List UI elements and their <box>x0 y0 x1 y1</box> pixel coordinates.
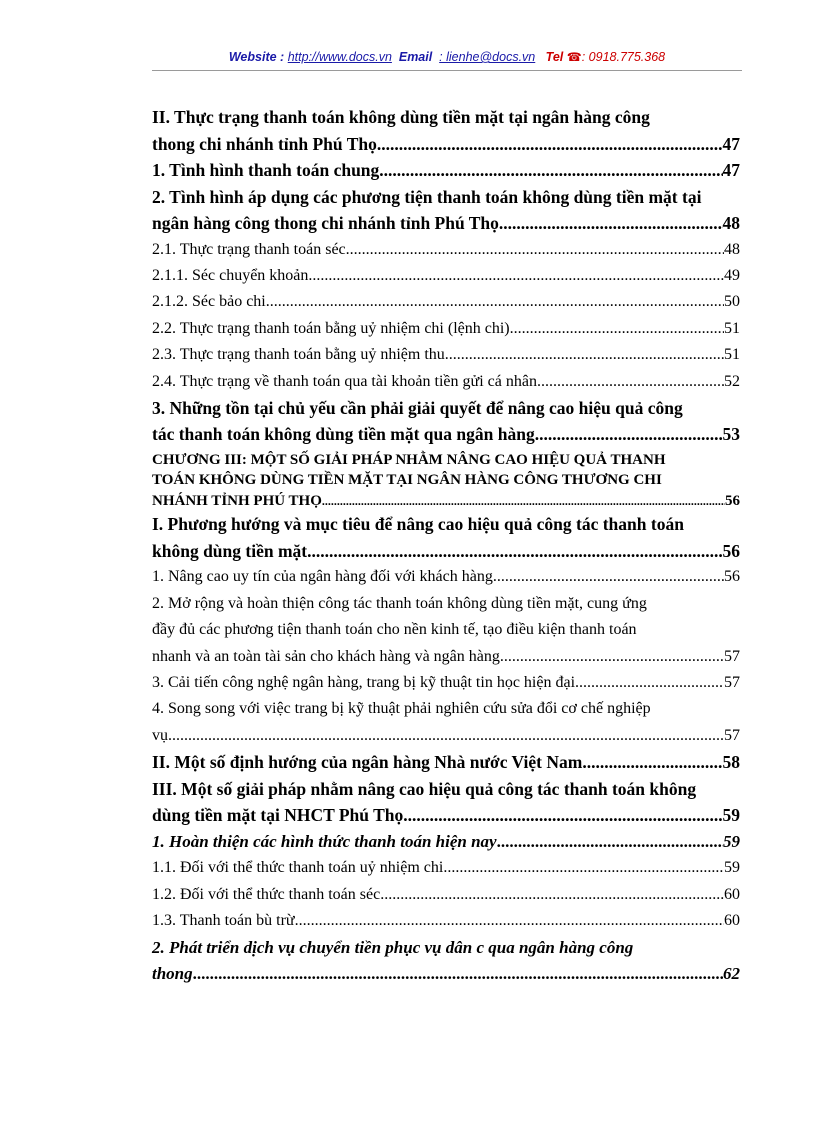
toc-entry-title: 1. Hoàn thiện các hình thức thanh toán hiện nay <box>152 831 497 851</box>
toc-entry[interactable] <box>152 289 740 315</box>
toc-page-number: 59 <box>723 831 740 851</box>
toc-entry-title: 2.3. Thực trạng thanh toán bằng uỷ nhiệm thu <box>152 346 445 364</box>
toc-entry-title: không dùng tiền mặt <box>152 540 308 561</box>
tel-label: Tel <box>545 50 564 64</box>
toc-page-number: 51 <box>724 319 740 337</box>
toc-entry[interactable] <box>152 237 740 263</box>
toc-entry-line: II. Thực trạng thanh toán không dùng tiền mặt tại ngân hàng công <box>152 107 650 127</box>
toc-entry-line: 4. Song song với việc trang bị kỹ thuật phải nghiên cứu sửa đổi cơ chế nghiệp <box>152 700 651 718</box>
toc-entry-title: NHÁNH TỈNH PHÚ THỌ <box>152 492 322 509</box>
toc-page-number: 56 <box>724 568 740 586</box>
toc-entry-line: I. Phương hướng và mục tiêu để nâng cao hiệu quả công tác thanh toán <box>152 514 684 535</box>
toc-entry[interactable] <box>152 395 740 448</box>
website-link[interactable]: http://www.docs.vn <box>287 50 392 64</box>
table-of-contents <box>152 104 740 988</box>
toc-page-number: 56 <box>722 540 740 561</box>
website-label: Website : <box>228 50 285 64</box>
toc-page-number: 47 <box>722 160 740 180</box>
toc-entry-line: CHƯƠNG III: MỘT SỐ GIẢI PHÁP NHẰM NÂNG CAO HIỆU QUẢ THANH <box>152 451 666 468</box>
toc-entry[interactable] <box>152 776 740 829</box>
toc-entry-line: 3. Những tồn tại chủ yếu cần phải giải quyết để nâng cao hiệu quả công <box>152 397 683 418</box>
toc-page-number: 60 <box>724 885 740 903</box>
toc-entry-line: TOÁN KHÔNG DÙNG TIỀN MẶT TẠI NGÂN HÀNG CÔNG THƯƠNG CHI <box>152 472 662 489</box>
toc-page-number: 57 <box>724 726 740 744</box>
toc-entry-title: 2.1. Thực trạng thanh toán séc <box>152 240 346 258</box>
toc-entry-title: 2.4. Thực trạng về thanh toán qua tài khoản tiền gửi cá nhân <box>152 372 537 390</box>
toc-page-number: 58 <box>722 752 740 773</box>
toc-entry-line: 2. Mở rộng và hoàn thiện công tác thanh toán không dùng tiền mặt, cung ứng <box>152 594 647 612</box>
email-link[interactable]: : lienhe@docs.vn <box>439 50 536 64</box>
toc-entry[interactable] <box>152 511 740 564</box>
toc-entry-line: III. Một số giải pháp nhằm nâng cao hiệu quả công tác thanh toán không <box>152 778 697 799</box>
toc-page-number: 57 <box>724 674 740 692</box>
toc-entry[interactable] <box>152 184 740 237</box>
toc-entry[interactable] <box>152 157 740 184</box>
toc-entry[interactable] <box>152 104 740 157</box>
toc-page-number: 47 <box>722 133 740 154</box>
toc-page-number: 53 <box>722 424 740 445</box>
toc-entry[interactable] <box>152 670 740 696</box>
toc-entry-title: 1. Nâng cao uy tín của ngân hàng đối với khách hàng <box>152 568 493 586</box>
toc-page-number: 49 <box>724 266 740 284</box>
tel-value: : 0918.775.368 <box>581 50 666 64</box>
toc-page-number: 50 <box>724 293 740 311</box>
toc-entry-line: 2. Phát triển dịch vụ chuyển tiền phục vụ dân c qua ngân hàng công <box>152 937 634 957</box>
page-header <box>152 50 742 72</box>
toc-entry-title: 2.1.1. Séc chuyển khoản <box>152 266 309 284</box>
toc-entry-title: vụ <box>152 726 168 744</box>
toc-entry-title: thong <box>152 964 193 983</box>
toc-entry[interactable] <box>152 908 740 934</box>
phone-icon: ☎ <box>566 50 582 64</box>
toc-entry[interactable] <box>152 263 740 289</box>
toc-chapter-entry[interactable] <box>152 450 740 512</box>
toc-entry-title: II. Một số định hướng của ngân hàng Nhà nước Việt Nam <box>152 752 583 773</box>
toc-entry[interactable] <box>152 829 740 856</box>
toc-entry[interactable] <box>152 369 740 395</box>
toc-entry[interactable] <box>152 342 740 368</box>
toc-page-number: 52 <box>724 372 740 390</box>
toc-entry[interactable] <box>152 749 740 776</box>
toc-page-number: 59 <box>724 859 740 877</box>
toc-page-number: 48 <box>724 240 740 258</box>
toc-entry-title: 1. Tình hình thanh toán chung <box>152 160 380 180</box>
toc-entry-title: ngân hàng công thong chi nhánh tỉnh Phú Thọ <box>152 213 499 233</box>
toc-entry-title: dùng tiền mặt tại NHCT Phú Thọ <box>152 805 404 826</box>
toc-entry-title: tác thanh toán không dùng tiền mặt qua ngân hàng <box>152 424 535 445</box>
toc-page-number: 48 <box>722 213 740 233</box>
toc-page-number: 62 <box>723 964 740 983</box>
toc-entry-title: nhanh và an toàn tài sản cho khách hàng và ngân hàng <box>152 647 500 665</box>
toc-entry-title: 1.2. Đối với thể thức thanh toán séc <box>152 885 381 903</box>
toc-entry-line: 2. Tình hình áp dụng các phương tiện thanh toán không dùng tiền mặt tại <box>152 186 702 207</box>
toc-entry[interactable] <box>152 591 740 670</box>
email-label: Email <box>398 50 433 64</box>
toc-page-number: 51 <box>724 346 740 364</box>
toc-page-number: 57 <box>724 647 740 665</box>
toc-entry-title: thong chi nhánh tỉnh Phú Thọ <box>152 133 377 154</box>
toc-entry-title: 3. Cải tiến công nghệ ngân hàng, trang bị kỹ thuật tin học hiện đại <box>152 674 576 692</box>
toc-entry[interactable] <box>152 316 740 342</box>
toc-entry[interactable] <box>152 696 740 749</box>
toc-entry-line: đầy đủ các phương tiện thanh toán cho nền kinh tế, tạo điều kiện thanh toán <box>152 621 637 639</box>
toc-entry-title: 2.2. Thực trạng thanh toán bằng uỷ nhiệm chi (lệnh chi) <box>152 319 510 337</box>
toc-page-number: 59 <box>722 805 740 826</box>
toc-entry[interactable] <box>152 882 740 908</box>
toc-entry[interactable] <box>152 935 740 988</box>
toc-page-number: 60 <box>724 912 740 930</box>
toc-entry-title: 1.3. Thanh toán bù trừ <box>152 912 295 930</box>
toc-entry-title: 2.1.2. Séc bảo chi <box>152 293 266 311</box>
toc-entry[interactable] <box>152 564 740 590</box>
toc-entry[interactable] <box>152 855 740 881</box>
toc-entry-title: 1.1. Đối với thể thức thanh toán uỷ nhiệm chi <box>152 859 444 877</box>
header-divider <box>152 70 742 71</box>
toc-page-number: 56 <box>725 492 740 509</box>
